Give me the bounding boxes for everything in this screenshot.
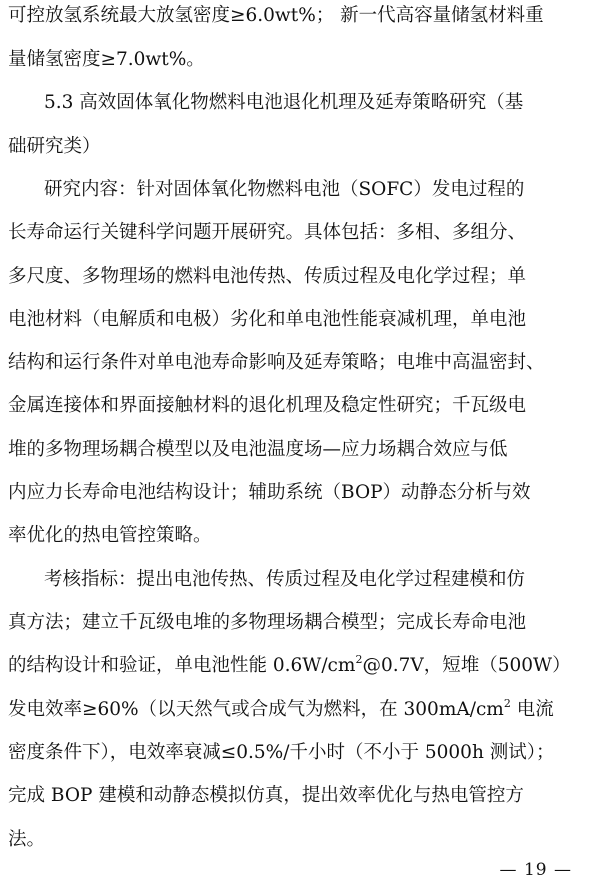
text-line-14: 考核指标：提出电池传热、传质过程及电化学过程建模和仿 xyxy=(44,569,526,590)
text-line-20: 法。 xyxy=(8,829,46,850)
text-line-16 xyxy=(8,653,583,679)
text-line-17-pre: 发电效率≥60%（以天然气或合成气为燃料，在 300mA/cm xyxy=(8,699,504,720)
text-line-16-pre: 的结构设计和验证，单电池性能 0.6W/cm xyxy=(8,655,356,676)
text-line-1: 可控放氢系统最大放氢密度≥6.0wt%； 新一代高容量储氢材料重 xyxy=(8,5,544,26)
text-line-15: 真方法；建立千瓦级电堆的多物理场耦合模型；完成长寿命电池 xyxy=(8,612,527,633)
text-line-8: 电池材料（电解质和电极）劣化和单电池性能衰减机理，单电池 xyxy=(8,309,527,330)
text-line-19: 完成 BOP 建模和动静态模拟仿真，提出效率优化与热电管控方 xyxy=(8,785,524,806)
section-heading-line-1: 5.3 高效固体氧化物燃料电池退化机理及延寿策略研究（基 xyxy=(44,92,524,113)
text-line-11: 堆的多物理场耦合模型以及电池温度场—应力场耦合效应与低 xyxy=(8,439,508,460)
text-line-6: 长寿命运行关键科学问题开展研究。具体包括：多相、多组分、 xyxy=(8,222,527,243)
text-line-13: 率优化的热电管控策略。 xyxy=(8,525,212,546)
page-number: — 19 — xyxy=(499,860,572,880)
text-line-9: 结构和运行条件对单电池寿命影响及延寿策略；电堆中高温密封、 xyxy=(8,352,545,373)
text-line-17-post: 电流 xyxy=(510,699,554,720)
text-line-16-post: @0.7V，短堆（500W） xyxy=(362,655,571,676)
text-line-18: 密度条件下），电效率衰减≤0.5%/千小时（不小于 5000h 测试）； xyxy=(8,742,555,763)
superscript-2: 2 xyxy=(503,696,511,710)
text-line-7: 多尺度、多物理场的燃料电池传热、传质过程及电化学过程；单 xyxy=(8,266,527,287)
superscript-2: 2 xyxy=(355,652,363,666)
text-line-12: 内应力长寿命电池结构设计；辅助系统（BOP）动静态分析与效 xyxy=(8,482,531,503)
text-line-10: 金属连接体和界面接触材料的退化机理及稳定性研究；千瓦级电 xyxy=(8,395,527,416)
section-heading-line-2: 础研究类） xyxy=(8,136,101,157)
text-line-17 xyxy=(8,697,583,723)
text-line-5: 研究内容：针对固体氧化物燃料电池（SOFC）发电过程的 xyxy=(44,179,525,200)
text-line-2: 量储氢密度≥7.0wt%。 xyxy=(8,49,205,70)
